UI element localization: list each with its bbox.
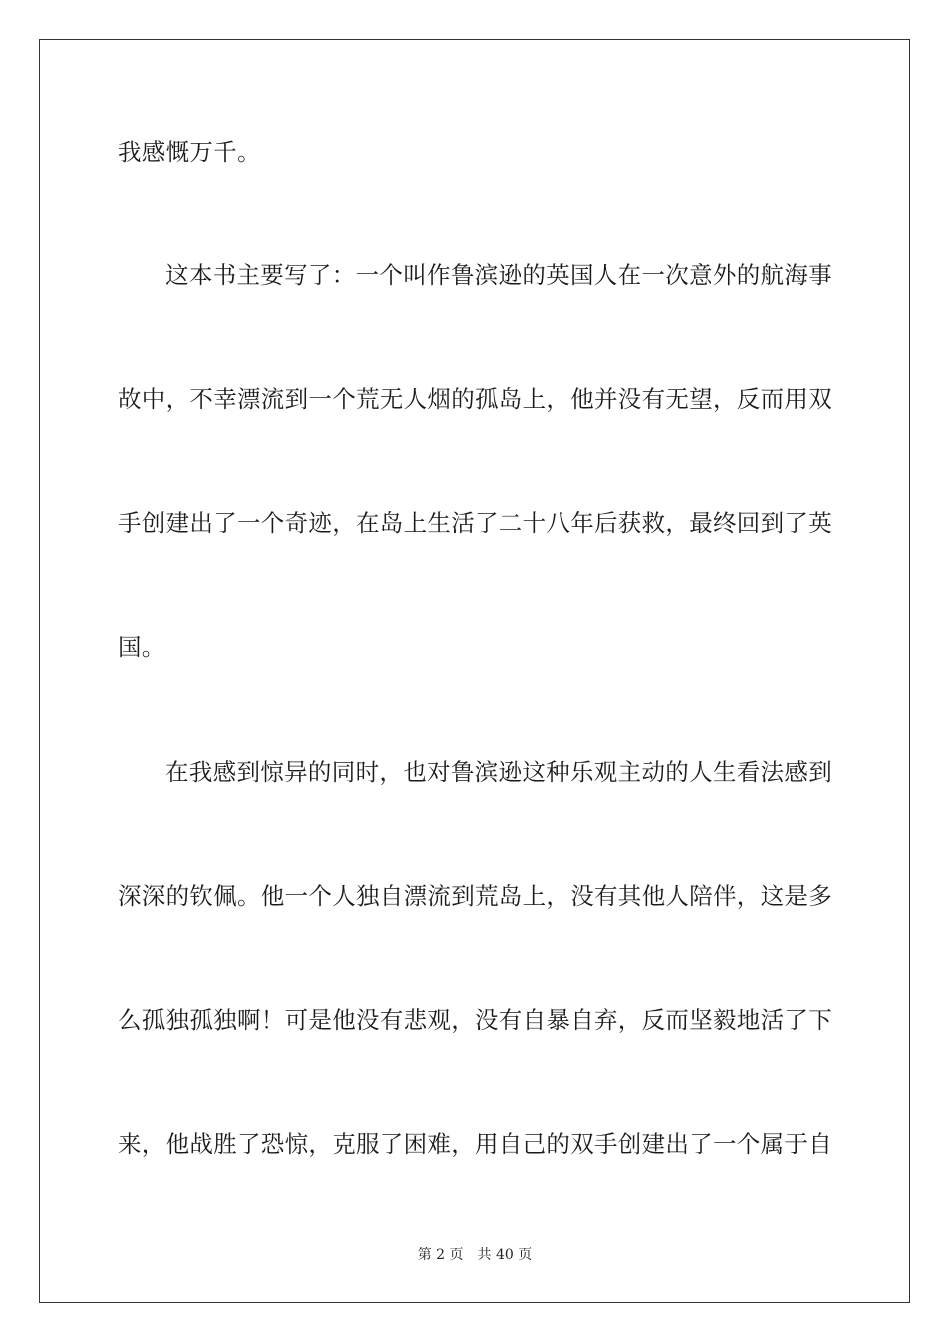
text-line: 这本书主要写了：一个叫作鲁滨逊的英国人在一次意外的航海事 [165,261,832,289]
text-line: 来，他战胜了恐惊，克服了困难，用自己的双手创建出了一个属于自 [118,1130,832,1158]
page-footer [0,1246,950,1264]
text-line: 国。 [118,633,166,661]
text-line: 故中，不幸漂流到一个荒无人烟的孤岛上，他并没有无望，反而用双 [118,385,832,413]
text-line: 么孤独孤独啊！可是他没有悲观，没有自暴自弃，反而坚毅地活了下 [118,1006,832,1034]
text-line: 在我感到惊异的同时，也对鲁滨逊这种乐观主动的人生看法感到 [165,758,832,786]
text-line: 手创建出了一个奇迹，在岛上生活了二十八年后获救，最终回到了英 [118,509,832,537]
page-total: 共 40 页 [477,1247,533,1263]
text-line: 深深的钦佩。他一个人独自漂流到荒岛上，没有其他人陪伴，这是多 [118,882,832,910]
text-line: 我感慨万千。 [118,138,261,166]
page-border [39,39,910,1303]
page-number: 第 2 页 [417,1247,464,1263]
